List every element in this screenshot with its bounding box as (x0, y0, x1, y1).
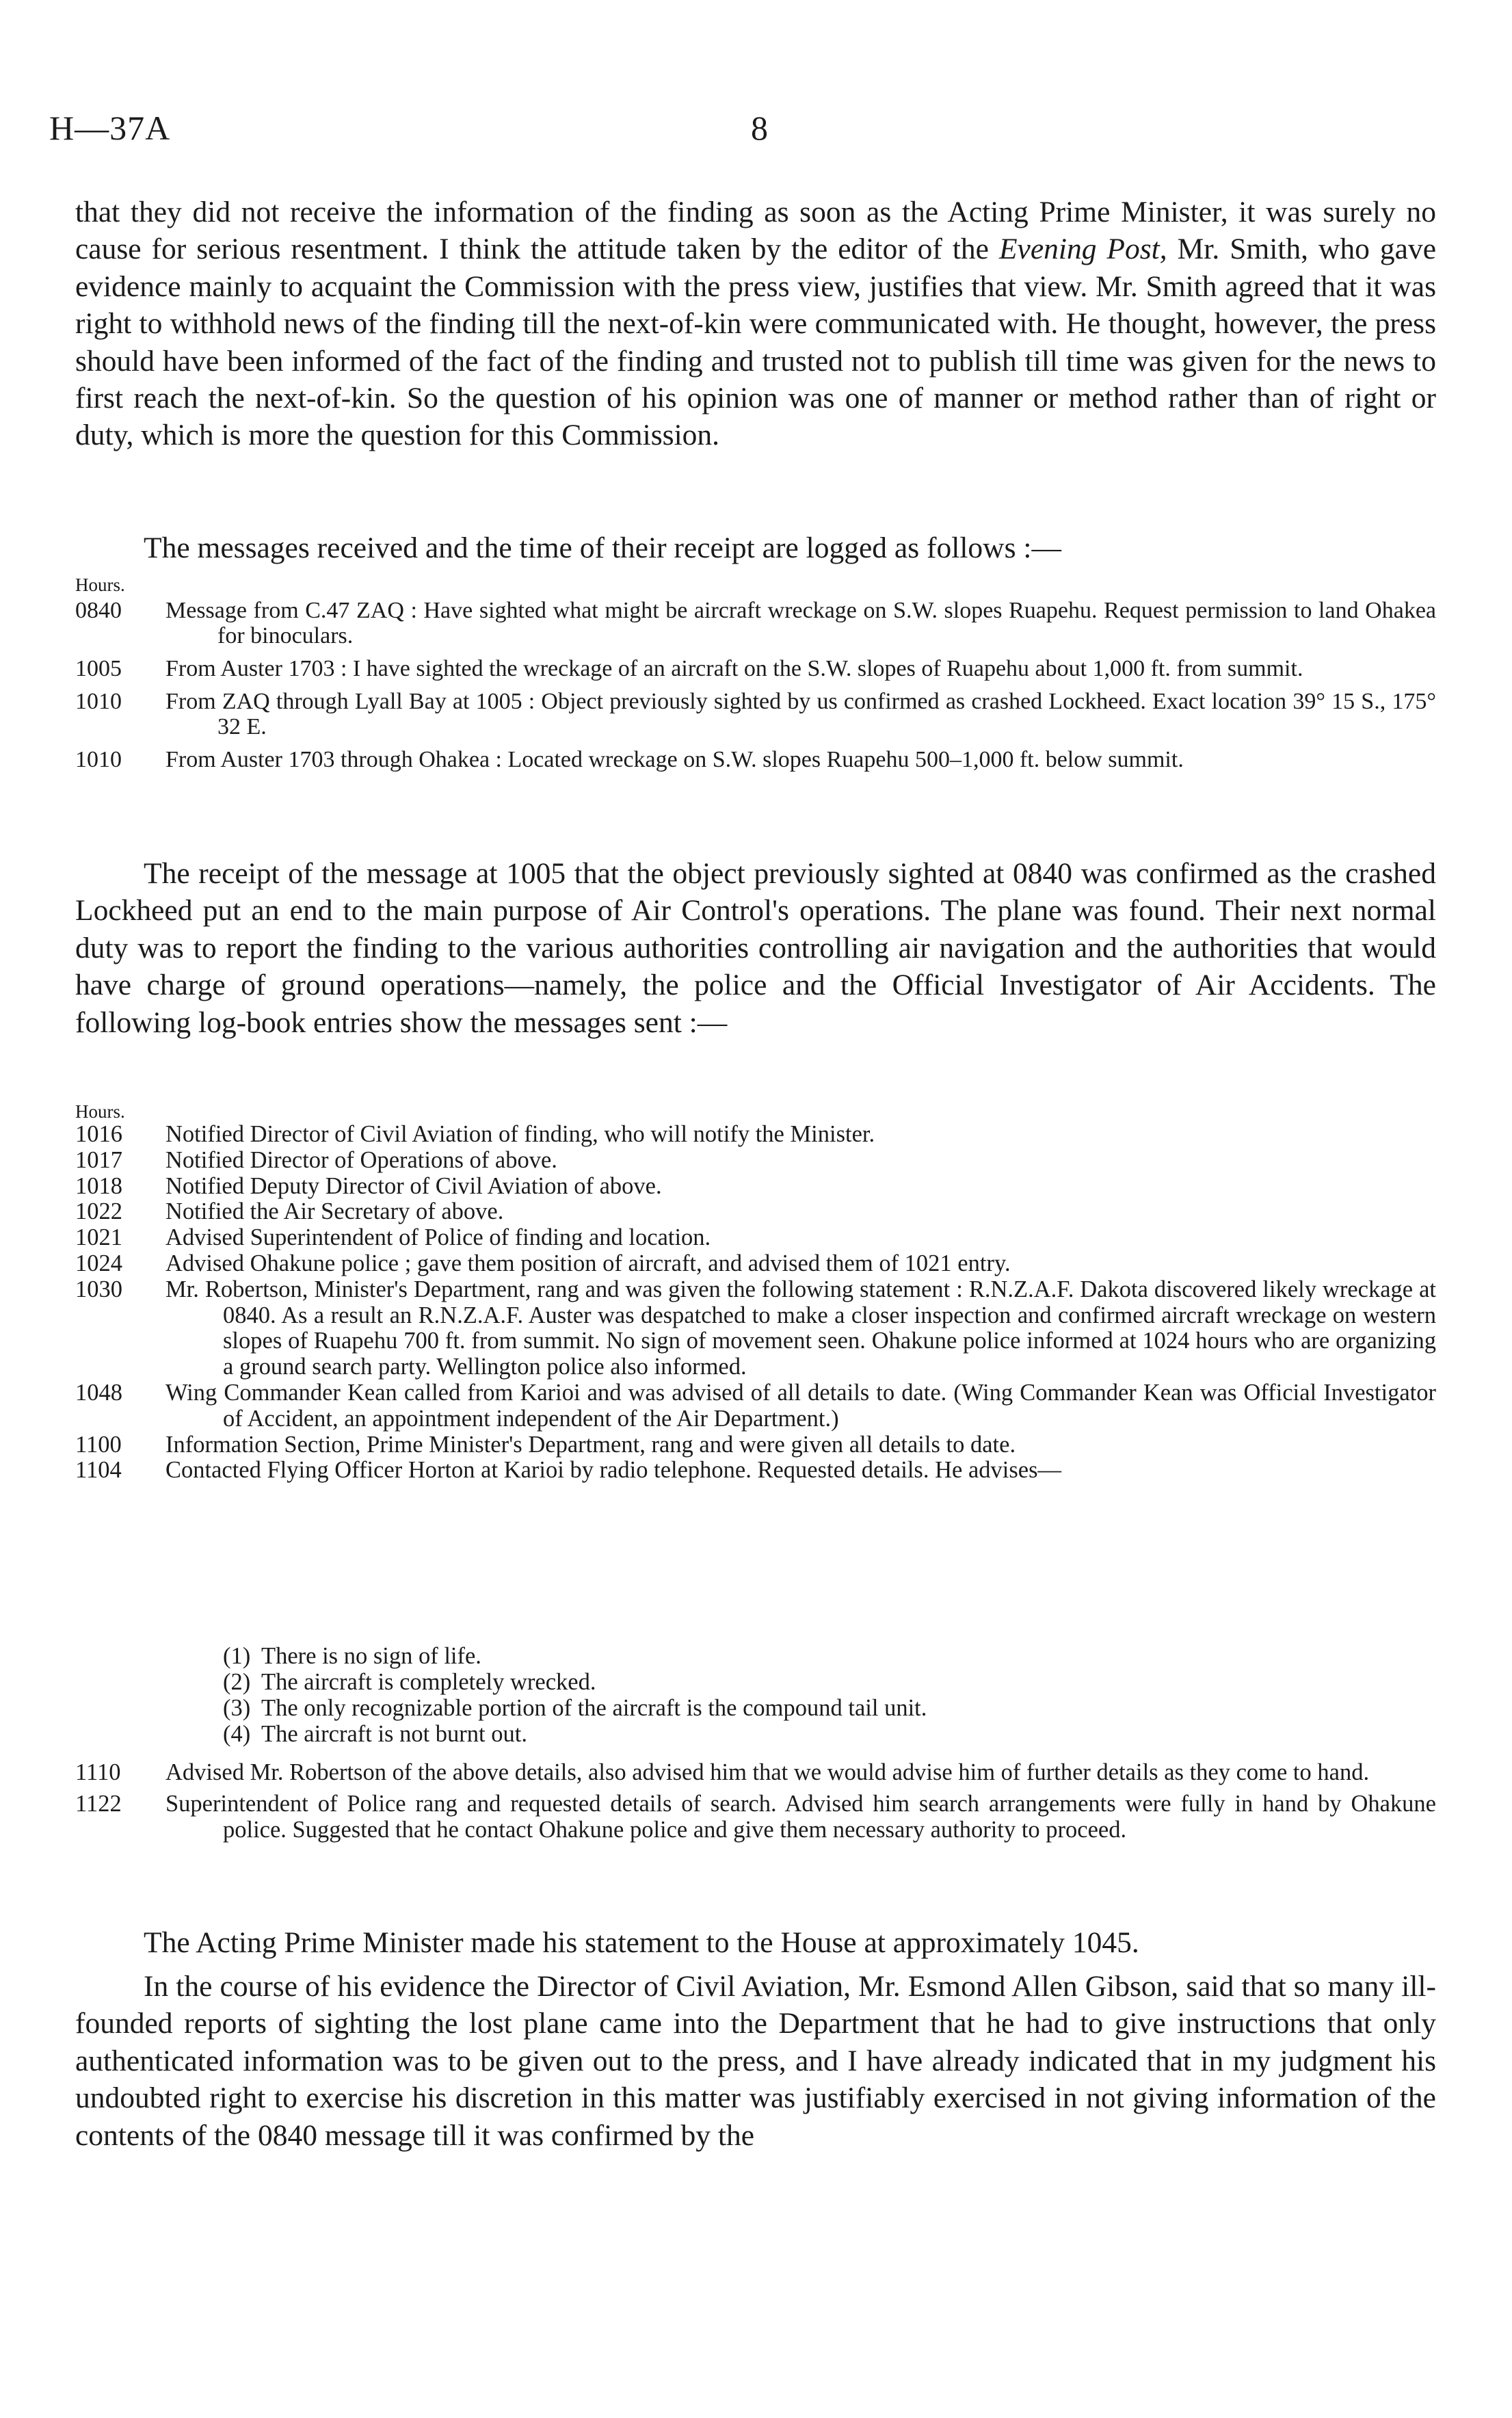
advice-number: (3) (223, 1695, 251, 1721)
log-time: 1100 (75, 1431, 122, 1458)
log-text: Advised Mr. Robertson of the above details, also advised him that we would advise him of further details as they come to hand. (165, 1759, 1370, 1785)
log-text: From ZAQ through Lyall Bay at 1005 : Object previously sighted by us confirmed as crashed Lockheed. Exact location 39° 15 S., 175° 32 E. (165, 688, 1436, 739)
log-time: 1104 (75, 1457, 122, 1484)
advice-item (223, 1643, 927, 1669)
hours-label-sent: Hours. (75, 1101, 125, 1122)
log-time: 1022 (75, 1198, 122, 1225)
log-time: 1030 (75, 1276, 122, 1302)
log-entry (75, 1148, 1436, 1174)
advice-item (223, 1669, 927, 1695)
sent-messages-log-continued (75, 1760, 1436, 1843)
paragraph-opening-rest: Mr. Smith, who gave evidence mainly to acquaint the Commission with the press view, justifies that view. Mr. Smith agreed that it was right to withhold news of the finding till the next-of-kin were communicated with. He thought, however, the press should have been informed of the fact of the finding and trusted not to publish till time was given for the news to first reach the next-of-kin. So the question of his opinion was one of manner or method rather than of right or duty, which is more the question for this Commission. (75, 233, 1436, 452)
log-entry (75, 1251, 1436, 1277)
log-entry (75, 1174, 1436, 1200)
newspaper-title: Evening Post, (998, 233, 1167, 266)
log-text: From Auster 1703 : I have sighted the wreckage of an aircraft on the S.W. slopes of Ruapehu about 1,000 ft. from summit. (165, 656, 1303, 681)
log-time: 1024 (75, 1250, 122, 1276)
document-reference: H—37A (49, 109, 171, 147)
log-entry (75, 1199, 1436, 1225)
paragraph-messages-intro: The messages received and the time of their receipt are logged as follows :— (144, 531, 1061, 564)
log-time: 1016 (75, 1121, 122, 1147)
log-text: Notified Director of Civil Aviation of finding, who will notify the Minister. (165, 1121, 875, 1147)
advice-number: (2) (223, 1669, 251, 1695)
log-time: 1018 (75, 1172, 122, 1199)
log-time: 1010 (75, 688, 122, 714)
log-entry (75, 747, 1436, 772)
received-messages-log (75, 598, 1436, 780)
log-time: 1010 (75, 746, 122, 772)
log-time: 0840 (75, 598, 122, 623)
log-time: 1021 (75, 1224, 122, 1251)
log-entry (75, 598, 1436, 648)
advice-text: There is no sign of life. (261, 1643, 481, 1669)
hours-label-received: Hours. (75, 575, 125, 595)
log-entry (75, 1380, 1436, 1432)
log-entry (75, 1432, 1436, 1458)
log-time: 1122 (75, 1790, 122, 1817)
log-time: 1005 (75, 656, 122, 681)
paragraph-opening-text: that they did not receive the information of the finding as soon as the Acting Prime Minister, it was surely no cause for serious resentment. I think the attitude taken by the editor of the (75, 196, 1436, 266)
log-text: Mr. Robertson, Minister's Department, rang and was given the following statement : R.N.Z.A.F. Dakota discovered likely wreckage at 0840. As a result an R.N.Z.A.F. Auster was despatched to make a closer inspection and confirmed aircraft wreckage on western slopes of Ruapehu 700 ft. from summit. No sign of movement seen. Ohakune police informed at 1024 hours who are organizing a ground search party. Wellington police also informed. (165, 1276, 1436, 1380)
log-text: Message from C.47 ZAQ : Have sighted what might be aircraft wreckage on S.W. slopes Ruapehu. Request permission to land Ohakea for binoculars. (165, 598, 1436, 649)
log-entry (75, 1225, 1436, 1251)
log-entry (75, 1122, 1436, 1148)
advice-number: (1) (223, 1643, 251, 1669)
log-text: From Auster 1703 through Ohakea : Located wreckage on S.W. slopes Ruapehu 500–1,000 ft. below summit. (165, 746, 1184, 772)
advice-item (223, 1721, 927, 1747)
advice-item (223, 1695, 927, 1721)
page-number: 8 (751, 109, 768, 147)
paragraph-opening (75, 194, 1436, 454)
log-entry (75, 656, 1436, 681)
log-time: 1048 (75, 1379, 122, 1406)
log-entry (75, 1277, 1436, 1380)
paragraph-acting-pm: The Acting Prime Minister made his statement to the House at approximately 1045. (144, 1926, 1139, 1959)
log-text: Notified Deputy Director of Civil Aviation of above. (165, 1172, 662, 1199)
log-text: Advised Superintendent of Police of finding and location. (165, 1224, 711, 1251)
horton-advice-list (223, 1643, 927, 1747)
log-entry (75, 1458, 1436, 1484)
log-entry (75, 1791, 1436, 1843)
log-text: Wing Commander Kean called from Karioi and was advised of all details to date. (Wing Commander Kean was Official Investigator of Accident, an appointment independent of the Air Department.) (165, 1379, 1436, 1432)
log-time: 1110 (75, 1759, 121, 1785)
sent-messages-log (75, 1122, 1436, 1484)
log-text: Information Section, Prime Minister's Department, rang and were given all details to date. (165, 1431, 1016, 1458)
paragraph-director-evidence: In the course of his evidence the Director of Civil Aviation, Mr. Esmond Allen Gibson, said that so many ill-founded reports of sighting the lost plane came into the Department that he had to give instructions that only authenticated information was to be given out to the press, and I have already indicated that in my judgment his undoubted right to exercise his discretion in this matter was justifiably exercised in not giving information of the contents of the 0840 message till it was confirmed by the (75, 1970, 1436, 2152)
advice-text: The aircraft is completely wrecked. (261, 1669, 596, 1695)
advice-number: (4) (223, 1721, 251, 1747)
log-text: Superintendent of Police rang and requested details of search. Advised him search arrangements were fully in hand by Ohakune police. Suggested that he contact Ohakune police and give them necessary authority to proceed. (165, 1790, 1436, 1843)
log-entry (75, 689, 1436, 739)
log-text: Advised Ohakune police ; gave them position of aircraft, and advised them of 1021 entry. (165, 1250, 1011, 1276)
advice-text: The only recognizable portion of the aircraft is the compound tail unit. (261, 1695, 927, 1721)
log-text: Contacted Flying Officer Horton at Karioi by radio telephone. Requested details. He advises— (165, 1457, 1062, 1484)
paragraph-receipt: The receipt of the message at 1005 that the object previously sighted at 0840 was confirmed as the crashed Lockheed put an end to the main purpose of Air Control's operations. The plane was found. Their next normal duty was to report the finding to the various authorities controlling air navigation and the authorities that would have charge of ground operations—namely, the police and the Official Investigator of Air Accidents. The following log-book entries show the messages sent :— (75, 857, 1436, 1039)
advice-text: The aircraft is not burnt out. (261, 1721, 527, 1747)
log-text: Notified the Air Secretary of above. (165, 1198, 504, 1225)
log-text: Notified Director of Operations of above. (165, 1146, 557, 1173)
log-entry (75, 1760, 1436, 1786)
log-time: 1017 (75, 1146, 122, 1173)
